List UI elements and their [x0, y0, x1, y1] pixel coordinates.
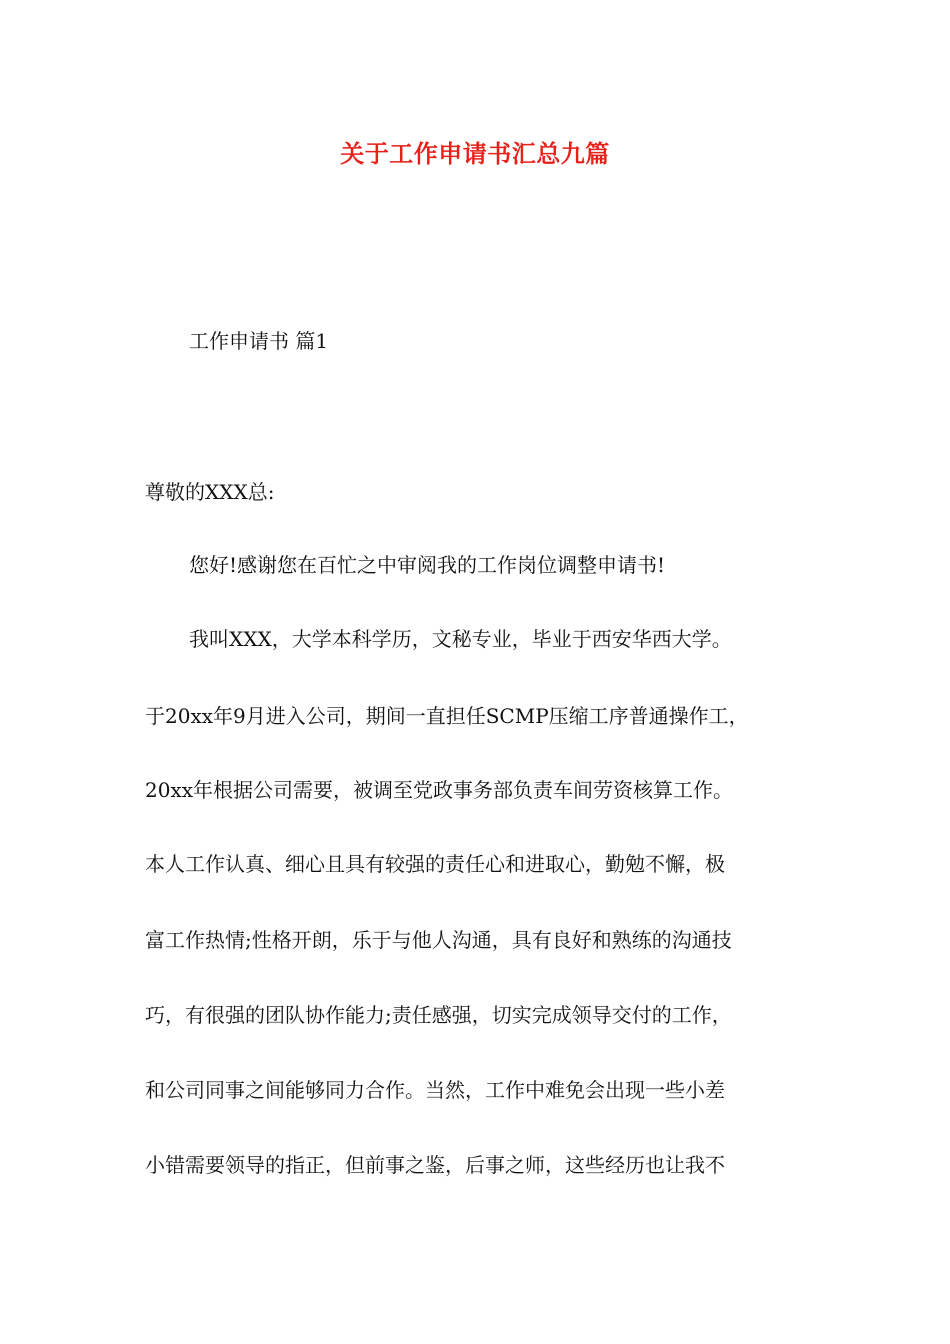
body-line-8: 和公司同事之间能够同力合作。当然，工作中难免会出现一些小差 [145, 1078, 725, 1102]
body-line-1: 您好!感谢您在百忙之中审阅我的工作岗位调整申请书! [189, 553, 666, 577]
document-title: 关于工作申请书汇总九篇 [340, 140, 610, 168]
body-line-6: 富工作热情;性格开朗，乐于与他人沟通，具有良好和熟练的沟通技 [145, 928, 732, 952]
body-line-9: 小错需要领导的指正，但前事之鉴，后事之师，这些经历也让我不 [145, 1153, 725, 1177]
body-line-5: 本人工作认真、细心且具有较强的责任心和进取心，勤勉不懈，极 [145, 852, 725, 876]
salutation: 尊敬的XXX总: [145, 480, 275, 504]
body-line-7: 巧，有很强的团队协作能力;责任感强，切实完成领导交付的工作， [145, 1003, 732, 1027]
body-line-4: 20xx年根据公司需要，被调至党政事务部负责车间劳资核算工作。 [145, 778, 734, 802]
body-line-3: 于20xx年9月进入公司，期间一直担任SCMP压缩工序普通操作工， [145, 704, 749, 728]
section-heading: 工作申请书 篇1 [189, 329, 329, 353]
body-line-2: 我叫XXX，大学本科学历，文秘专业，毕业于西安华西大学。 [189, 627, 732, 651]
